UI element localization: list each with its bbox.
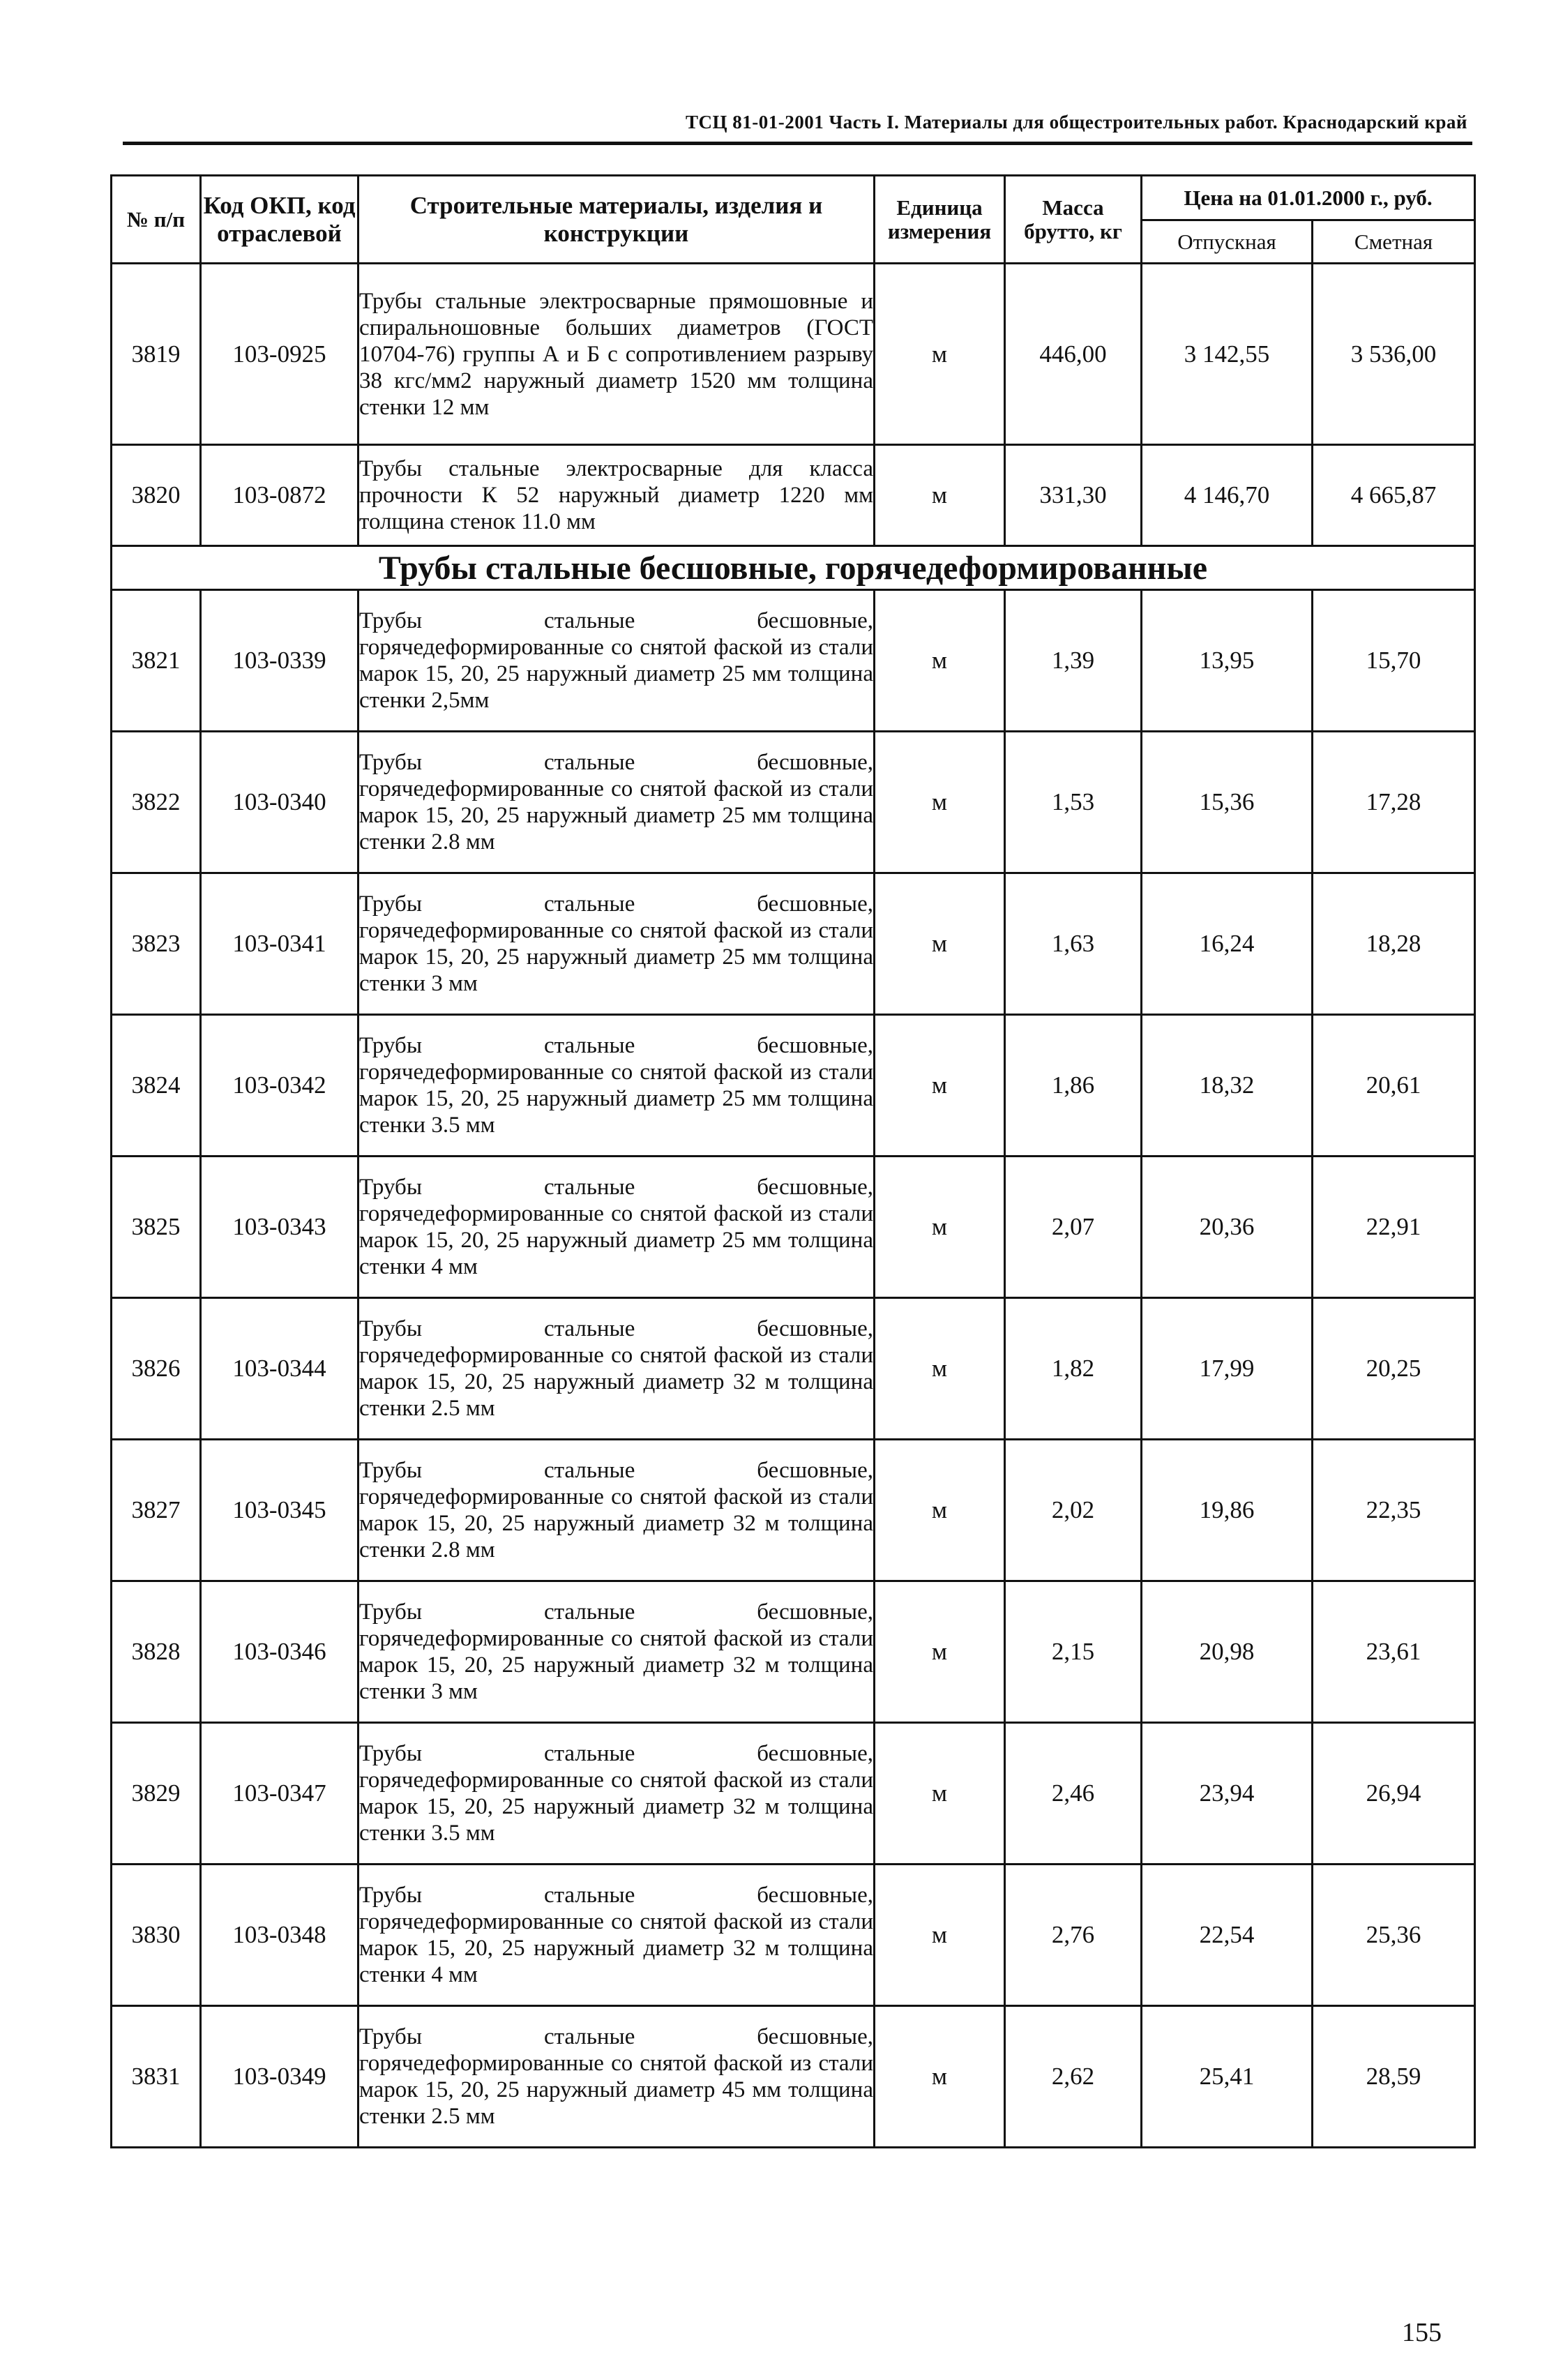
section-title: Трубы стальные бесшовные, горячедеформированные xyxy=(112,546,1475,590)
estimate-price: 18,28 xyxy=(1313,873,1475,1015)
material-description: Трубы стальные электросварные для класса прочности К 52 наружный диаметр 1220 мм толщина стенок 11.0 мм xyxy=(358,445,875,546)
unit-of-measure: м xyxy=(875,1723,1005,1865)
gross-mass: 1,39 xyxy=(1005,590,1142,732)
running-header: ТСЦ 81-01-2001 Часть I. Материалы для общестроительных работ. Краснодарский край xyxy=(686,112,1467,133)
estimate-price: 4 665,87 xyxy=(1313,445,1475,546)
col-header-price-group: Цена на 01.01.2000 г., руб. xyxy=(1142,176,1475,220)
estimate-price: 26,94 xyxy=(1313,1723,1475,1865)
row-number: 3820 xyxy=(112,445,201,546)
row-number: 3823 xyxy=(112,873,201,1015)
unit-of-measure: м xyxy=(875,732,1005,873)
okp-code: 103-0349 xyxy=(201,2006,358,2148)
header-rule xyxy=(123,142,1472,145)
release-price: 25,41 xyxy=(1142,2006,1313,2148)
okp-code: 103-0344 xyxy=(201,1298,358,1440)
unit-of-measure: м xyxy=(875,1015,1005,1157)
gross-mass: 2,62 xyxy=(1005,2006,1142,2148)
gross-mass: 2,02 xyxy=(1005,1440,1142,1581)
unit-of-measure: м xyxy=(875,445,1005,546)
estimate-price: 28,59 xyxy=(1313,2006,1475,2148)
okp-code: 103-0343 xyxy=(201,1157,358,1298)
col-header-name: Строительные материалы, изделия и конструкции xyxy=(358,176,875,264)
table-row xyxy=(112,1015,1475,1157)
release-price: 15,36 xyxy=(1142,732,1313,873)
section-heading-group xyxy=(112,546,1475,590)
material-description: Трубы стальные бесшовные, горячедеформированные со снятой фаской из стали марок 15, 20, 25 наружный диаметр 25 мм толщина стенки 3 мм xyxy=(358,873,875,1015)
release-price: 13,95 xyxy=(1142,590,1313,732)
release-price: 3 142,55 xyxy=(1142,264,1313,445)
row-number: 3821 xyxy=(112,590,201,732)
row-number: 3824 xyxy=(112,1015,201,1157)
row-number: 3819 xyxy=(112,264,201,445)
estimate-price: 20,61 xyxy=(1313,1015,1475,1157)
table-row xyxy=(112,445,1475,546)
okp-code: 103-0339 xyxy=(201,590,358,732)
material-description: Трубы стальные бесшовные, горячедеформированные со снятой фаской из стали марок 15, 20, 25 наружный диаметр 32 м толщина стенки 2.5 мм xyxy=(358,1298,875,1440)
row-number: 3830 xyxy=(112,1865,201,2006)
table-row xyxy=(112,1581,1475,1723)
estimate-price: 22,35 xyxy=(1313,1440,1475,1581)
material-description: Трубы стальные бесшовные, горячедеформированные со снятой фаской из стали марок 15, 20, 25 наружный диаметр 32 м толщина стенки 4 мм xyxy=(358,1865,875,2006)
release-price: 4 146,70 xyxy=(1142,445,1313,546)
gross-mass: 1,63 xyxy=(1005,873,1142,1015)
release-price: 20,36 xyxy=(1142,1157,1313,1298)
unit-of-measure: м xyxy=(875,1157,1005,1298)
table-row xyxy=(112,2006,1475,2148)
gross-mass: 446,00 xyxy=(1005,264,1142,445)
section-heading-row xyxy=(112,546,1475,590)
material-description: Трубы стальные бесшовные, горячедеформированные со снятой фаской из стали марок 15, 20, 25 наружный диаметр 25 мм толщина стенки 2,5мм xyxy=(358,590,875,732)
unit-of-measure: м xyxy=(875,1581,1005,1723)
estimate-price: 25,36 xyxy=(1313,1865,1475,2006)
table-row xyxy=(112,1440,1475,1581)
row-number: 3827 xyxy=(112,1440,201,1581)
okp-code: 103-0347 xyxy=(201,1723,358,1865)
gross-mass: 1,82 xyxy=(1005,1298,1142,1440)
unit-of-measure: м xyxy=(875,1298,1005,1440)
okp-code: 103-0342 xyxy=(201,1015,358,1157)
rows-before-section xyxy=(112,264,1475,546)
row-number: 3822 xyxy=(112,732,201,873)
material-description: Трубы стальные бесшовные, горячедеформированные со снятой фаской из стали марок 15, 20, 25 наружный диаметр 25 мм толщина стенки 4 мм xyxy=(358,1157,875,1298)
estimate-price: 15,70 xyxy=(1313,590,1475,732)
estimate-price: 20,25 xyxy=(1313,1298,1475,1440)
unit-of-measure: м xyxy=(875,1865,1005,2006)
material-description: Трубы стальные бесшовные, горячедеформированные со снятой фаской из стали марок 15, 20, 25 наружный диаметр 32 м толщина стенки 3 мм xyxy=(358,1581,875,1723)
okp-code: 103-0925 xyxy=(201,264,358,445)
table-row xyxy=(112,264,1475,445)
material-description: Трубы стальные бесшовные, горячедеформированные со снятой фаской из стали марок 15, 20, 25 наружный диаметр 32 м толщина стенки 2.8 мм xyxy=(358,1440,875,1581)
gross-mass: 2,15 xyxy=(1005,1581,1142,1723)
table-row xyxy=(112,1157,1475,1298)
release-price: 22,54 xyxy=(1142,1865,1313,2006)
release-price: 16,24 xyxy=(1142,873,1313,1015)
material-description: Трубы стальные бесшовные, горячедеформированные со снятой фаской из стали марок 15, 20, 25 наружный диаметр 25 мм толщина стенки 2.8 мм xyxy=(358,732,875,873)
release-price: 20,98 xyxy=(1142,1581,1313,1723)
gross-mass: 2,76 xyxy=(1005,1865,1142,2006)
unit-of-measure: м xyxy=(875,590,1005,732)
unit-of-measure: м xyxy=(875,2006,1005,2148)
gross-mass: 2,07 xyxy=(1005,1157,1142,1298)
col-header-release: Отпускная xyxy=(1142,220,1313,264)
table-row xyxy=(112,732,1475,873)
rows-after-section xyxy=(112,590,1475,2148)
okp-code: 103-0348 xyxy=(201,1865,358,2006)
okp-code: 103-0345 xyxy=(201,1440,358,1581)
col-header-okp: Код ОКП, код отраслевой xyxy=(201,176,358,264)
table-row xyxy=(112,1865,1475,2006)
unit-of-measure: м xyxy=(875,873,1005,1015)
estimate-price: 3 536,00 xyxy=(1313,264,1475,445)
table-row xyxy=(112,590,1475,732)
unit-of-measure: м xyxy=(875,264,1005,445)
unit-of-measure: м xyxy=(875,1440,1005,1581)
material-description: Трубы стальные бесшовные, горячедеформированные со снятой фаской из стали марок 15, 20, 25 наружный диаметр 45 мм толщина стенки 2.5 мм xyxy=(358,2006,875,2148)
col-header-estimate: Сметная xyxy=(1313,220,1475,264)
gross-mass: 1,53 xyxy=(1005,732,1142,873)
material-description: Трубы стальные бесшовные, горячедеформированные со снятой фаской из стали марок 15, 20, 25 наружный диаметр 32 м толщина стенки 3.5 мм xyxy=(358,1723,875,1865)
material-description: Трубы стальные электросварные прямошовные и спиральношовные больших диаметров (ГОСТ 10704-76) группы А и Б с сопротивлением разрыву 38 кгс/мм2 наружный диаметр 1520 мм толщина стенки 12 мм xyxy=(358,264,875,445)
page-number: 155 xyxy=(1402,2318,1442,2347)
gross-mass: 1,86 xyxy=(1005,1015,1142,1157)
okp-code: 103-0341 xyxy=(201,873,358,1015)
price-table xyxy=(110,174,1476,2148)
col-header-unit: Единица измерения xyxy=(875,176,1005,264)
release-price: 19,86 xyxy=(1142,1440,1313,1581)
header-row-1 xyxy=(112,176,1475,220)
estimate-price: 23,61 xyxy=(1313,1581,1475,1723)
release-price: 18,32 xyxy=(1142,1015,1313,1157)
okp-code: 103-0340 xyxy=(201,732,358,873)
row-number: 3831 xyxy=(112,2006,201,2148)
table-row xyxy=(112,1723,1475,1865)
okp-code: 103-0346 xyxy=(201,1581,358,1723)
row-number: 3828 xyxy=(112,1581,201,1723)
release-price: 17,99 xyxy=(1142,1298,1313,1440)
row-number: 3829 xyxy=(112,1723,201,1865)
release-price: 23,94 xyxy=(1142,1723,1313,1865)
gross-mass: 331,30 xyxy=(1005,445,1142,546)
material-description: Трубы стальные бесшовные, горячедеформированные со снятой фаской из стали марок 15, 20, 25 наружный диаметр 25 мм толщина стенки 3.5 мм xyxy=(358,1015,875,1157)
row-number: 3826 xyxy=(112,1298,201,1440)
table-row xyxy=(112,873,1475,1015)
col-header-mass: Масса брутто, кг xyxy=(1005,176,1142,264)
table-row xyxy=(112,1298,1475,1440)
row-number: 3825 xyxy=(112,1157,201,1298)
col-header-num: № п/п xyxy=(112,176,201,264)
estimate-price: 17,28 xyxy=(1313,732,1475,873)
gross-mass: 2,46 xyxy=(1005,1723,1142,1865)
estimate-price: 22,91 xyxy=(1313,1157,1475,1298)
okp-code: 103-0872 xyxy=(201,445,358,546)
